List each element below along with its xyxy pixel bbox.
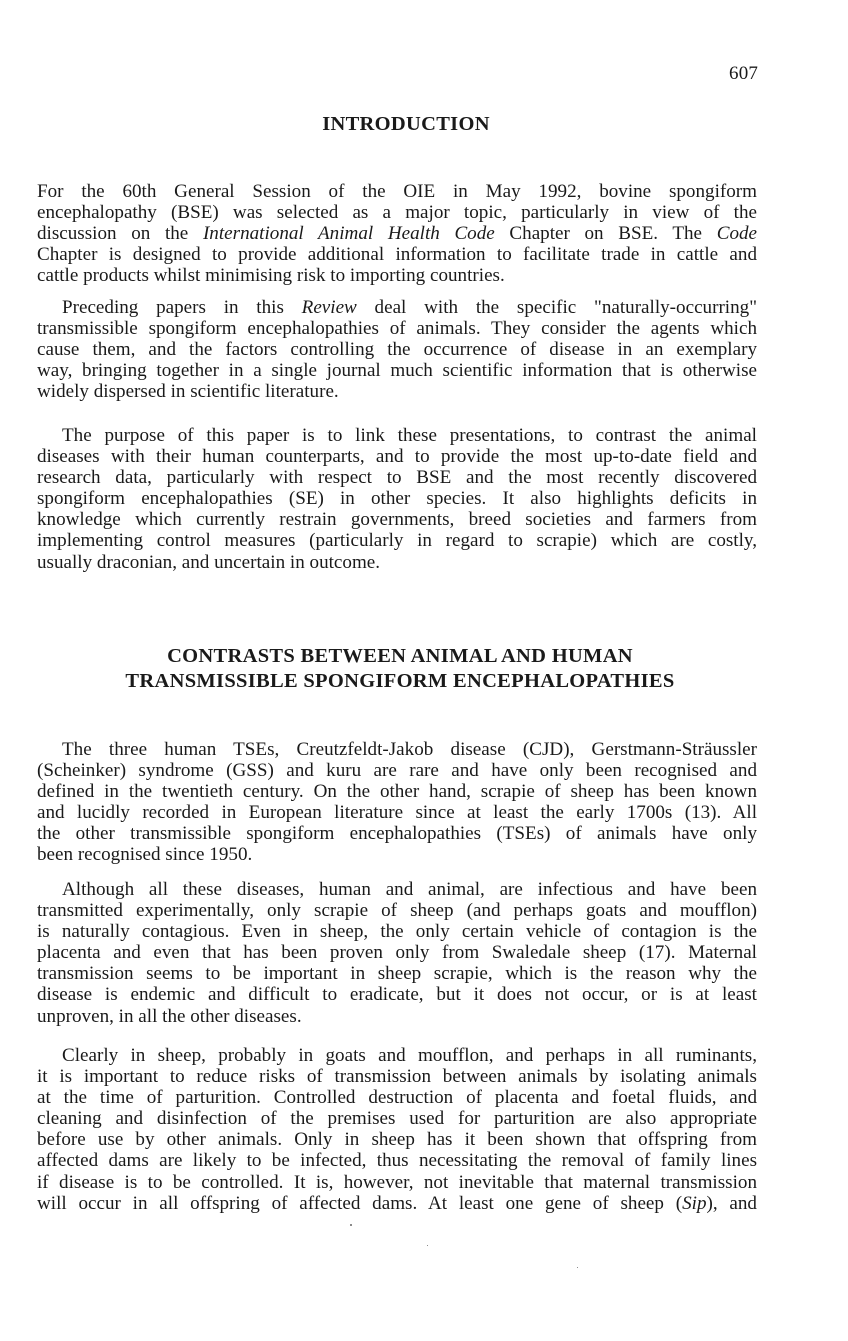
text-line: discussion on the International Animal Health Code Chapter on BSE. The Code [37, 223, 758, 245]
text-line: will occur in all offspring of affected dams. At least one gene of sheep (Sip), and [37, 1192, 757, 1214]
text-line: defined in the twentieth century. On the other hand, scrapie of sheep has been known [37, 781, 757, 803]
scan-speck [427, 1245, 428, 1246]
heading-line: INTRODUCTION [322, 113, 490, 135]
text-line: For the 60th General Session of the OIE in May 1992, bovine spongiform [37, 181, 757, 202]
text-line: diseases with their human counterparts, and to provide the most up-to-date field and [37, 446, 757, 468]
paragraph [37, 425, 757, 573]
text-line: affected dams are likely to be infected, thus necessitating the removal of family lines [37, 1150, 757, 1172]
section-heading-introduction [0, 112, 830, 137]
text-line: implementing control measures (particularly in regard to scrapie) which are costly, [37, 530, 757, 552]
text-line: if disease is to be controlled. It is, however, not inevitable that maternal transmission [37, 1171, 757, 1193]
text-line: widely dispersed in scientific literature. [37, 381, 339, 403]
text-line: research data, particularly with respect to BSE and the most recently discovered [37, 467, 757, 489]
text-line: and lucidly recorded in European literature since at least the early 1700s (13). All [37, 802, 757, 824]
text-line: Chapter is designed to provide additional information to facilitate trade in cattle and [37, 244, 757, 266]
paragraph [37, 1045, 757, 1214]
text-line: cleaning and disinfection of the premises used for parturition are also appropriate [37, 1108, 757, 1130]
text-line: is naturally contagious. Even in sheep, the only certain vehicle of contagion is the [37, 921, 757, 943]
text-line: it is important to reduce risks of transmission between animals by isolating animals [37, 1066, 757, 1088]
heading-line: TRANSMISSIBLE SPONGIFORM ENCEPHALOPATHIES [125, 670, 675, 692]
text-line: cattle products whilst minimising risk to importing countries. [37, 265, 505, 287]
paragraph [37, 739, 757, 866]
text-line: at the time of parturition. Controlled destruction of placenta and foetal fluids, and [37, 1087, 757, 1109]
text-line: The three human TSEs, Creutzfeldt-Jakob disease (CJD), Gerstmann-Sträussler [62, 739, 757, 760]
text-line: been recognised since 1950. [37, 844, 253, 866]
text-line: encephalopathy (BSE) was selected as a major topic, particularly in view of the [37, 202, 757, 224]
text-line: (Scheinker) syndrome (GSS) and kuru are rare and have only been recognised and [37, 760, 757, 782]
text-line: placenta and even that has been proven only from Swaledale sheep (17). Maternal [37, 942, 757, 964]
text-line: unproven, in all the other diseases. [37, 1005, 302, 1027]
text-line: cause them, and the factors controlling the occurrence of disease in an exemplary [37, 339, 757, 361]
text-line: knowledge which currently restrain governments, breed societies and farmers from [37, 509, 757, 531]
text-line: disease is endemic and difficult to eradicate, but it does not occur, or is at least [37, 984, 757, 1006]
scan-speck [577, 1267, 578, 1268]
text-line: transmissible spongiform encephalopathies of animals. They consider the agents which [37, 318, 757, 340]
paragraph [37, 297, 757, 402]
text-line: way, bringing together in a single journal much scientific information that is otherwise [37, 360, 757, 382]
paragraph [37, 879, 757, 1027]
heading-line: CONTRASTS BETWEEN ANIMAL AND HUMAN [167, 645, 633, 667]
text-line: Clearly in sheep, probably in goats and moufflon, and perhaps in all ruminants, [62, 1045, 757, 1066]
text-line: spongiform encephalopathies (SE) in other species. It also highlights deficits in [37, 488, 757, 510]
text-line: transmitted experimentally, only scrapie of sheep (and perhaps goats and moufflon) [37, 900, 757, 922]
text-line: The purpose of this paper is to link these presentations, to contrast the animal [62, 425, 757, 446]
text-line: before use by other animals. Only in sheep has it been shown that offspring from [37, 1129, 757, 1151]
text-line: Although all these diseases, human and animal, are infectious and have been [62, 879, 757, 900]
text-line: Preceding papers in this Review deal with the specific "naturally-occurring" [62, 297, 757, 318]
scan-speck [350, 1224, 352, 1226]
text-line: usually draconian, and uncertain in outcome. [37, 551, 381, 573]
section-heading-contrasts [0, 644, 824, 694]
paragraph [37, 181, 757, 286]
text-line: transmission seems to be important in sheep scrapie, which is the reason why the [37, 963, 757, 985]
text-line: the other transmissible spongiform encephalopathies (TSEs) of animals have only [37, 823, 757, 845]
page-number: 607 [729, 63, 759, 84]
